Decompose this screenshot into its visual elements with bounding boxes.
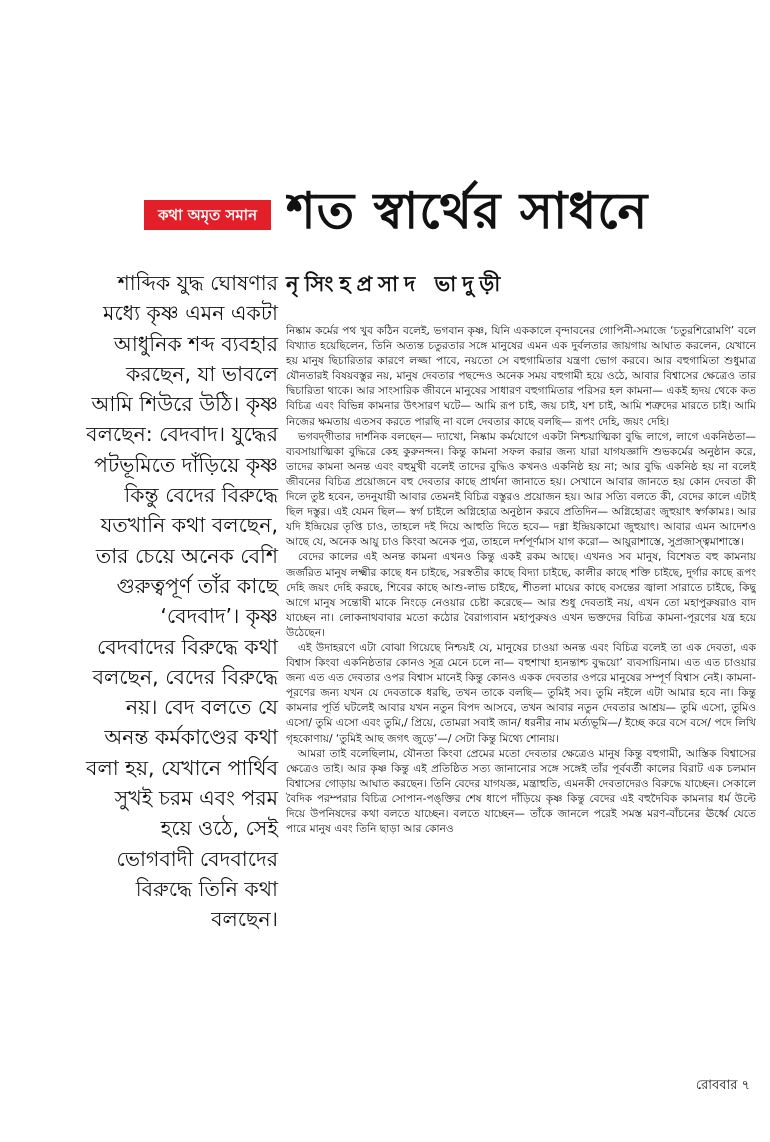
body-paragraph: বেদের কালের এই অনন্ত কামনা এখনও কিন্তু একই রকম আছে। এখনও সব মানুষ, বিশেষত বহু কামনায় জর্জরিত মানুষ লক্ষ্মীর কাছে ধন চাইছে, সরস্বতীর কাছে বিদ্যা চাইছে, কালীর কাছে শক্তি চাইছে, দুর্গার কাছে রূপং দেহি জয়ং দেহি করছে, শিবের কাছে আশু-লাভ চাইছে, শীতলা মায়ের কাছে বসন্তের জ্বালা সারাতে চাইছে, কিছু আগে মানুষ সন্তোষী মাকে নিংড়ে নেওয়ার চেষ্টা করেছে— আর শুধু দেবতাই নয়, এখন তো মহাপুরুষরাও বাদ যাচ্ছেন না। লোকনাথবাবার মতো কঠোর বৈরাগ্যবান মহাপুরুষও এখন ভক্তদের বিচিত্র কামনা-পূরণের যন্ত্র হয়ে উঠেছেন।	[286, 551, 756, 639]
body-paragraph: আমরা তাই বলেছিলাম, যৌনতা কিংবা প্রেমের মতো দেবতার ক্ষেত্রেও মানুষ কিন্তু বহুগামী, আস্তিক বিশ্বাসের ক্ষেত্রেও তাই। আর কৃষ্ণ কিন্তু এই প্রতিষ্ঠিত সত্য জানানোর সঙ্গে সঙ্গেই তাঁর পূর্ববর্তী কালের বিরাট এক চলমান বিশ্বাসের গোড়ায় আঘাত করছেন। তিনি বেদের যাগযজ্ঞ, মন্ত্রাহুতি, এমনকী দেবতাদেরও বিরুদ্ধে যাচ্ছেন। সেকালে বৈদিক পরম্পরার বিচিত্র সোপান-পঙ্‌ক্তির শেষ ধাপে দাঁড়িয়ে কৃষ্ণ কিন্তু বেদের এই বহুদৈবিক কামনার ধর্ম উল্টে দিয়ে উপনিষদের কথা বলতে যাচ্ছেন। বলতে যাচ্ছেন— তাঁকে জানলে পরেই সমস্ত মরণ-বাঁচনের ঊর্ধ্বে যেতে পারে মানুষ এবং তিনি ছাড়া আর কোনও	[286, 747, 756, 836]
section-badge: কথা অমৃত সমান	[144, 200, 271, 230]
article-headline: শত স্বার্থের সাধনে	[286, 182, 649, 240]
pull-quote: শাব্দিক যুদ্ধ ঘোষণার মধ্যে কৃষ্ণ এমন একটা আধুনিক শব্দ ব্যবহার করছেন, যা ভাবলে আমি শিউরে উঠি। কৃষ্ণ বলছেন: বেদবাদ। যুদ্ধের পটভূমিতে দাঁড়িয়ে কৃষ্ণ কিন্তু বেদের বিরুদ্ধে যতখানি কথা বলছেন, তার চেয়ে অনেক বেশি গুরুত্বপূর্ণ তাঁর কাছে ‘বেদবাদ’। কৃষ্ণ বেদবাদের বিরুদ্ধে কথা বলছেন, বেদের বিরুদ্ধে নয়। বেদ বলতে যে অনন্ত কর্মকাণ্ডের কথা বলা হয়, যেখানে পার্থিব সুখই চরম এবং পরম হয়ে ওঠে, সেই ভোগবাদী বেদবাদের বিরুদ্ধে তিনি কথা বলছেন।	[86, 271, 278, 932]
body-paragraph: নিষ্কাম কর্মের পথ খুব কঠিন বলেই, ভগবান কৃষ্ণ, যিনি এককালে বৃন্দাবনের গোপিনী-সমাজে ‘চতুরশিরোমণি’ বলে বিখ্যাত হয়েছিলেন, তিনি অত্যন্ত চতুরতার সঙ্গে মানুষের এমন এক দুর্বলতার জায়গায় আঘাত করলেন, যেখানে হয় মানুষ ছিচারিতার কারণে লজ্জা পাবে, নয়তো সে বহুগামিতার যন্ত্রণা ভোগ করবে। আর বহুগামিতা শুধুমাত্র যৌনতারই বিষয়বস্তুর নয়, মানুষ দেবতার পছন্দেও অনেক সময় বহুগামী হয়ে ওঠে, আবার বিশ্বাসের ক্ষেত্রেও তার দ্বিচারিতা থাকে। আর সাংসারিক জীবনে মানুষের সাধারণ বহুগামিতার পরিসর হল কামনা— একই হৃদয় থেকে কত বিচিত্র এবং বিভিন্ন কামনার উৎসারণ ঘটে— আমি রূপ চাই, জয় চাই, যশ চাই, আমি শত্রুদের মারতে চাই। আমি নিজের ক্ষমতায় এতসব করতে পারছি না বলে দেবতার কাছে বলছি— রূপং দেহি, জয়ং দেহি।	[286, 325, 756, 428]
body-paragraph: ভগবদ্‌গীতার দার্শনিক বলছেন— দ্যাখো, নিষ্কাম কর্মযোগে একটা নিশ্চয়াত্মিকা বুদ্ধি লাগে, লাগে একনিষ্ঠতা— ব্যবসায়াত্মিকা বুদ্ধিরে কেহ কুরুনন্দন। কিন্তু কামনা সফল করার জন্য যারা যাগযজ্ঞাদি শুভকর্মের অনুষ্ঠান করে, তাদের কামনা অনন্ত এবং বহুমুখী বলেই তাদের বুদ্ধিও কখনও একনিষ্ঠ হয় না; আর বুদ্ধি একনিষ্ঠ হয় না বলেই জীবনের বিচিত্র প্রয়োজনে বহু দেবতার কাছে প্রার্থনা জানাতে হয়। সেখানে আবার জানতে হয় কোন দেবতা কী দিলে তুষ্ট হবেন, তদনুযায়ী আবার তেমনই বিচিত্র বস্তুরও প্রয়োজন হয়। আর সত্যি বলতে কী, বেদের কালে এটাই ছিল দস্তুর। এই যেমন ছিল— স্বর্গ চাইলে অগ্নিহোত্র অনুষ্ঠান করবে প্রতিদিন— অগ্নিহোত্রং জুহুয়াৎ স্বর্গকামঃ। আর যদি ইন্দ্রিয়ের তৃপ্তি চাও, তাহলে দই দিয়ে আহুতি দিতে হবে— দধ্না ইন্দ্রিয়কামো জুহুয়াৎ। আবার এমন আদেশও আছে যে, অনেক আয়ু চাও কিংবা অনেক পুত্র, তাহলে দর্শপূর্ণমাস যাগ করো— আয়ুরাশাস্তে, সুপ্রজাস্ত্বমাশাস্তে।	[286, 430, 756, 549]
article-body	[286, 324, 756, 1064]
page-footer: রোববার ৭	[695, 1078, 750, 1093]
body-paragraph: এই উদাহরণে এটা বোঝা গিয়েছে নিশ্চয়ই যে, মানুষের চাওয়া অনন্ত এবং বিচিত্র বলেই তা এক দেবতা, এক বিশ্বাস কিংবা একনিষ্ঠতার কোনও সূত্র মেনে চলে না— বহুশাখা হ্যনন্তাশ্চ বুদ্ধয়ো’ ব্যবসায়িনাম। এত এত চাওয়ার জন্য এত এত দেবতার ওপর বিশ্বাস মানেই কিন্তু কোনও একক দেবতার ওপরে মানুষের সম্পূর্ণ বিশ্বাস নেই। কামনা-পূরণের জন্য যখন যে দেবতাকে ধরছি, তখন তাকে বলছি— তুমিই সব। তুমি নইলে এটা আমার হবে না। কিন্তু কামনার পূর্তি ঘটলেই আবার যখন নতুন বিপদ আসবে, তখন আবার নতুন দেবতার আশ্রয়— তুমি এসো, তুমিও এসো/ তুমি এসো এবং তুমি,/ প্রিয়ে, তোমরা সবাই জান/ ধরনীর নাম মর্ত্যভূমি—/ ইচ্ছে করে বসে বসে/ পদে লিখি গৃহকোণায়/ ‘তুমিই আছ জগৎ জুড়ে’—/ সেটা কিন্তু মিথ্যে শোনায়।	[286, 641, 756, 745]
author-byline: নৃসিংহপ্রসাদ ভাদুড়ী	[286, 272, 507, 296]
